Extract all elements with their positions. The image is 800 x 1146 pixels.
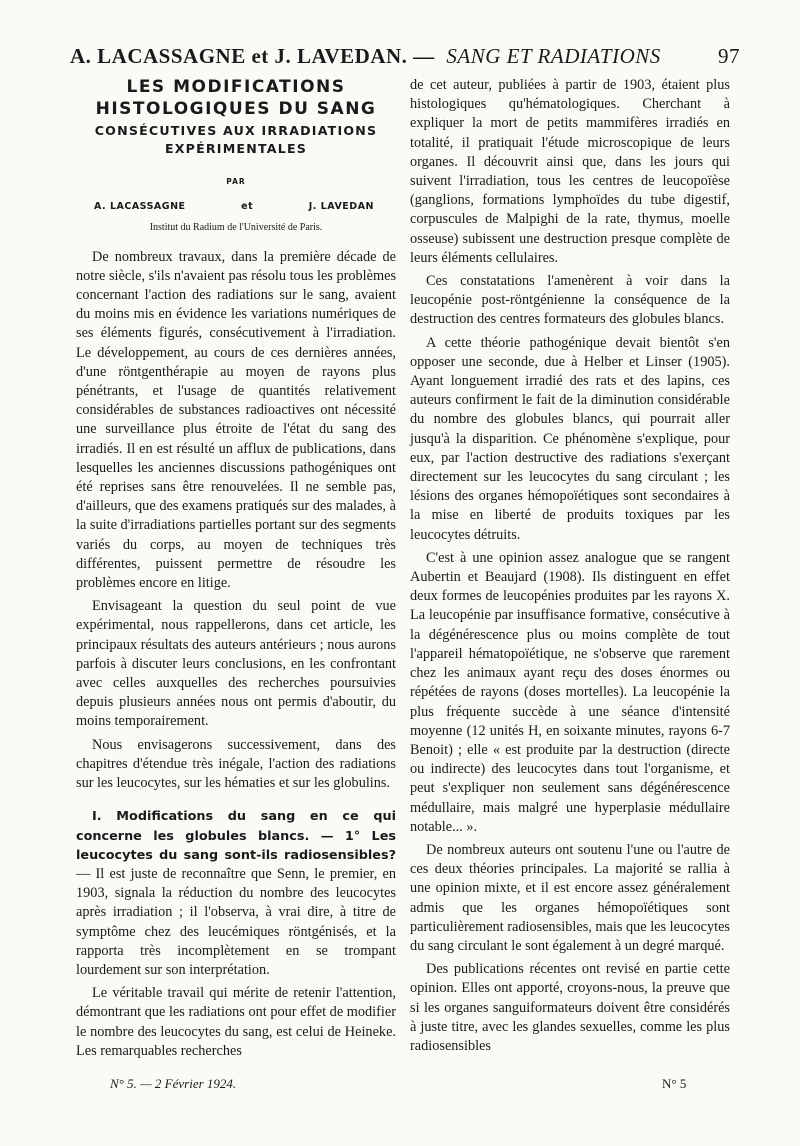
byline [76, 197, 396, 216]
running-head [70, 44, 740, 74]
running-head-subject: SANG ET RADIATIONS [446, 44, 661, 68]
right-paragraph-6: Des publications récentes ont revisé en partie cette opinion. Elles ont apporté, croyons-nous, la preuve que si les organes sanguiformateurs doivent être considérés à juste titre, avec les glandes sexuelles, comme les plus radiosensibles [410, 961, 730, 1054]
right-paragraph-3: A cette théorie pathogénique devait bientôt s'en opposer une seconde, due à Helber et Linser (1905). Ayant longuement irradié des rats et des lapins, ces auteurs confirment le fait de la diminution considérable du nombre des globules blancs, qui pourrait aller jusqu'à la disparition. Ce phénomène s'explique, pour eux, par l'action destructive des radiations s'exerçant directement sur les leucocytes du sang circulant ; les lésions des organes hémopoïétiques sont secondaires à la mise en liberté de produits toxiques par les leucocytes détruits. [410, 334, 730, 543]
right-paragraph-5: De nombreux auteurs ont soutenu l'une ou l'autre de ces deux théories principales. La majorité se rallia à une opinion mixte, et il est encore assez généralement admis que les organes hémopoïétiques sont particulièrement radiosensibles, mais que les leucocytes du sang circulant le sont également à un degré marqué. [410, 841, 730, 954]
author-1: A. LACASSAGNE [94, 201, 186, 213]
byline-conjunction: et [241, 201, 254, 213]
article-title-line2: HISTOLOGIQUES DU SANG [95, 99, 377, 119]
left-paragraph-2: Envisageant la question du seul point de vue expérimental, nous rappellerons, dans cet article, les principaux résultats des auteurs antérieurs ; nous aurons parfois à discuter leurs conclusions, en les confrontant avec celles auxquelles des recherches poursuivies depuis plusieurs années nous ont permis d'aboutir, du moins temporairement. [76, 598, 396, 730]
article-subtitle-line1: CONSÉCUTIVES AUX IRRADIATIONS [94, 123, 378, 138]
left-paragraph-1: De nombreux travaux, dans la première décade de notre siècle, s'ils n'avaient pas résolu tous les problèmes concernant l'action des radiations sur le sang, avaient du moins mis en évidence les variations numériques de ses éléments figurés, consécutivement à l'irradiation. Le développement, au cours de ces dernières années, d'une röntgenthérapie au moyen de rayons plus pénétrants, et l'usage de quantités relativement considérables de substances radioactives ont nécessité une surveillance plus étroite de l'état du sang des irradiés. Il en est résulté un afflux de publications, dans lesquelles les anciennes discussions pathogéniques ont été reprises sans être renouvelées. Il ne semble pas, d'ailleurs, que des examens pratiqués sur des malades, à la suite d'irradiations partielles portant sur des segments variés du corps, au moyen de techniques très différentes, puissent permettre de résoudre les problèmes encore en litige. [76, 248, 397, 592]
section-heading: I. Modifications du sang en ce qui concerne les globules blancs. — 1° Les leucocytes du sang sont-ils radiosensibles? [76, 809, 396, 863]
article-title-line1: LES MODIFICATIONS [126, 77, 346, 97]
footer-issue-date: N° 5. — 2 Février 1924. [110, 1076, 237, 1091]
left-column [76, 76, 396, 1065]
left-paragraph-5: Le véritable travail qui mérite de retenir l'attention, démontrant que les radiations ont pour effet de modifier le nombre des leucocytes du sang, est celui de Heineke. Les remarquables recherches [76, 985, 396, 1059]
right-paragraph-2: Ces constatations l'amenèrent à voir dans la leucopénie post-röntgénienne la conséquence de la destruction des centres formateurs des globules blancs. [410, 273, 730, 328]
left-paragraph-4 [76, 807, 396, 980]
right-column [410, 76, 730, 1060]
right-paragraph-1: de cet auteur, publiées à partir de 1903, étaient plus histologiques qu'hématologiques. Cherchant à expliquer la mort de petits mammifères irradiés en totalité, il pratiquait l'étude microscopique de leurs organes. Il découvrit ainsi que, dans les jours qui suivent l'irradiation, tous les centres de leucopoïèse (ganglions, formations lymphoïdes du tube digestif, corpuscules de Malpighi de la rate, thymus, moelle osseuse) subissent une destruction presque complète de leurs éléments cellulaires. [410, 77, 730, 266]
article-subtitle-line2: EXPÉRIMENTALES [164, 141, 308, 156]
left-paragraph-3: Nous envisagerons successivement, dans des chapitres d'étendue très inégale, l'action des radiations sur les leucocytes, sur les hématies et sur les globulins. [76, 736, 396, 792]
by-word: PAR [226, 177, 246, 186]
left-paragraph-4-text: — Il est juste de reconnaître que Senn, le premier, en 1903, signala la réduction du nombre des leucocytes après irradiation ; il l'observa, à vrai dire, à titre de symptôme chez des leucémiques röntgénisés, et la rapporta très incomplètement en se trompant lourdement sur son interprétation. [76, 865, 396, 978]
affiliation: Institut du Radium de l'Université de Paris. [149, 222, 323, 234]
running-head-authors: A. LACASSAGNE et J. LAVEDAN. — [70, 44, 435, 68]
right-paragraph-4: C'est à une opinion assez analogue que se rangent Aubertin et Beaujard (1908). Ils distinguent en effet deux formes de leucopénies produites par les rayons X. La leucopénie par insuffisance formative, consécutive à la dégénérescence plus ou moins complète de tout l'appareil hématopoïétique, ne s'observe que rarement chez les animaux ayant reçu des doses énormes ou répétées de rayons (doses mortelles). La leucopénie la plus fréquente succède à une séance d'intensité moyenne (12 unités H, en soixante minutes, rayons 6-7 Benoit) ; elle « est produite par la destruction (directe ou indirecte) des leucocytes dans tout l'organisme, et peut s'expliquer non seulement sans dégénérescence médullaire, mais malgré une hyperplasie médullaire notable... ». [410, 549, 730, 835]
page-number: 97 [718, 44, 740, 68]
footer-issue-number: N° 5 [662, 1076, 687, 1091]
author-2: J. LAVEDAN [308, 201, 374, 213]
